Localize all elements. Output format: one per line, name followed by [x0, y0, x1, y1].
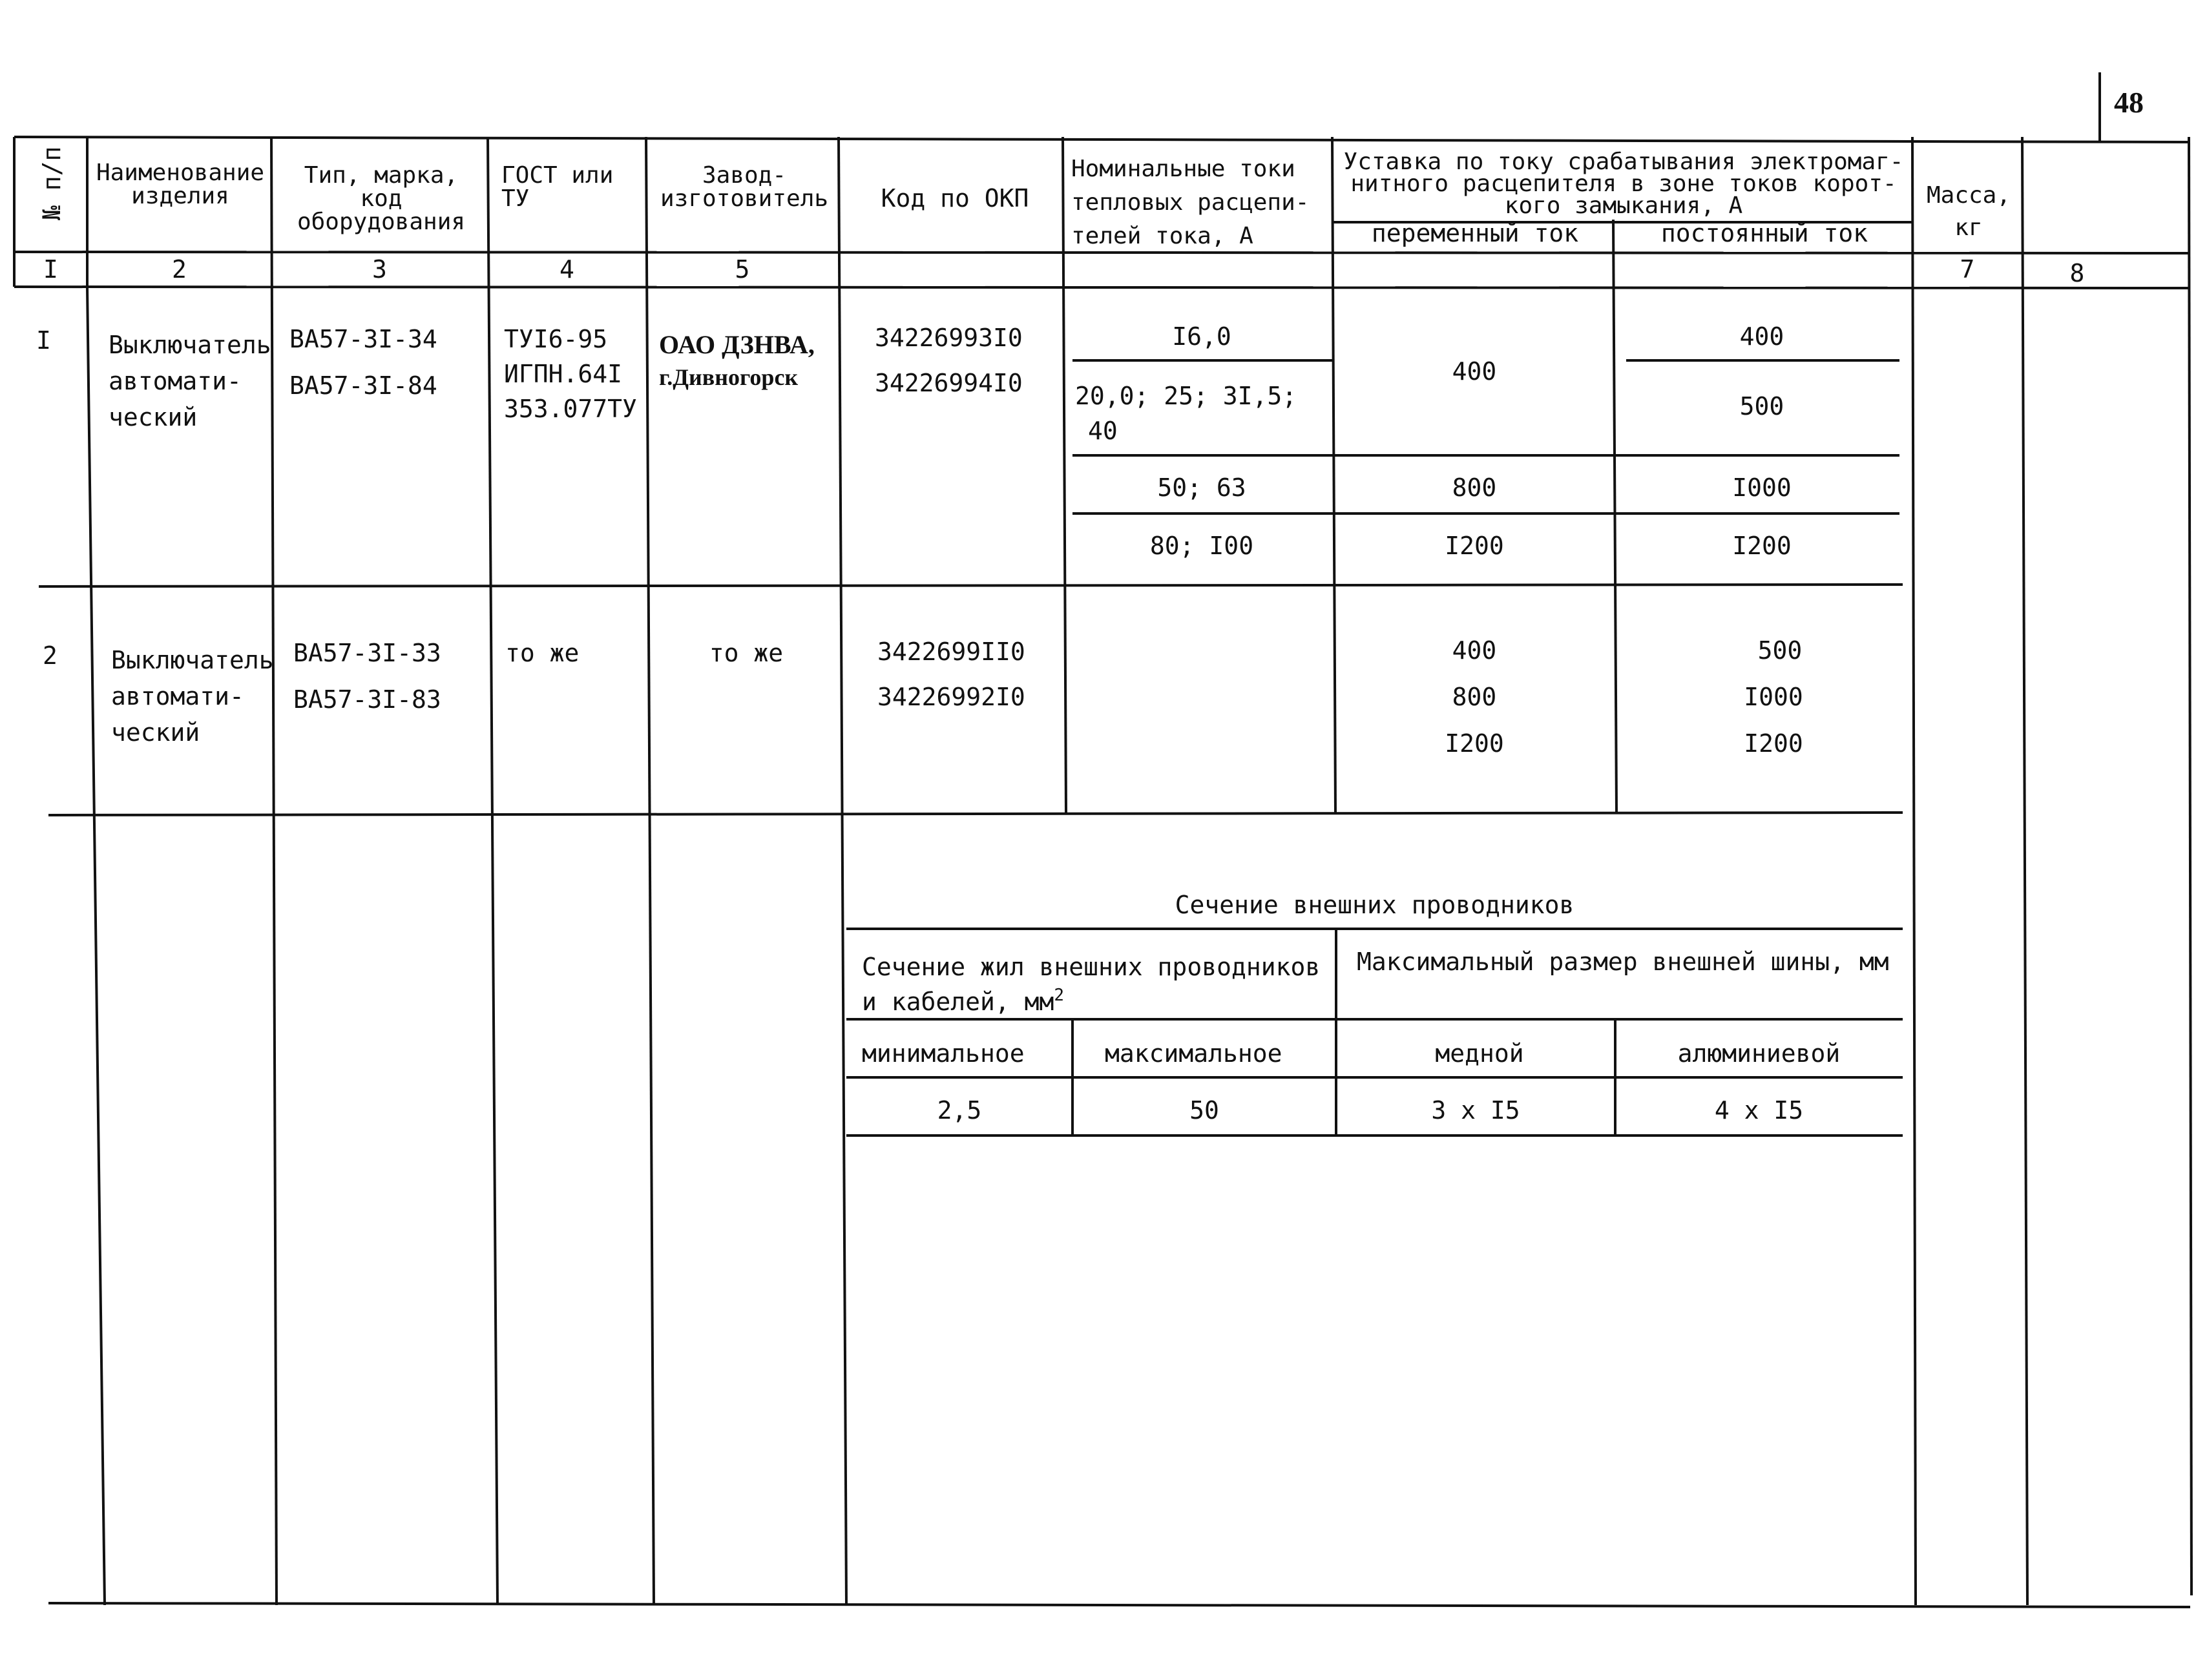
row1-dc-2: 500: [1739, 392, 1784, 420]
header-rated-currents: Номинальные токи тепловых расцепи-телей тока, А: [1071, 156, 1310, 249]
row1-okp-1: 34226993I0: [875, 324, 1023, 352]
row2-dc-1: 500: [1757, 636, 1803, 665]
row1-maker-2: г.Дивногорск: [659, 364, 799, 390]
subtable-max-value: 50: [1189, 1096, 1219, 1125]
row1-dc-4: I200: [1732, 532, 1792, 560]
subtable-min-value: 2,5: [937, 1096, 982, 1125]
row2-ac-2: 800: [1452, 683, 1497, 711]
row1-name: Выключатель автомати-ческий: [109, 331, 271, 431]
colnum-5: 5: [735, 255, 750, 284]
subtable-header-left: [862, 949, 1327, 1019]
row1-current-2: 20,0; 25; 3I,5;: [1075, 382, 1297, 410]
row1-gost-1: ТУI6-95: [504, 325, 608, 353]
row1-gost-2: ИГПН.64I: [504, 360, 623, 388]
row2-okp-1: 3422699II0: [877, 638, 1025, 666]
subtable-min-label: минимальное: [862, 1039, 1025, 1068]
row1-type-1: ВА57-3I-34: [289, 325, 437, 353]
header-mass: Масса, кг: [1926, 182, 2011, 241]
row1-current-1: I6,0: [1172, 322, 1231, 351]
row1-dc-3: I000: [1732, 473, 1792, 502]
colnum-4: 4: [560, 255, 574, 284]
row1-gost-3: 353.077ТУ: [504, 395, 637, 423]
header-product-name: Наименование изделия: [96, 160, 265, 209]
row2-number: 2: [43, 641, 58, 670]
header-manufacturer: Завод-изготовитель: [660, 162, 829, 212]
row2-name: Выключатель автомати-ческий: [111, 646, 274, 747]
header-number: № п/п: [37, 146, 66, 220]
colnum-3: 3: [372, 255, 387, 284]
colnum-2: 2: [172, 255, 187, 284]
colnum-8: 8: [2069, 259, 2085, 287]
subtable-aluminum-value: 4 х I5: [1714, 1096, 1804, 1125]
row1-current-4: 80; I00: [1149, 532, 1254, 560]
row1-okp-2: 34226994I0: [875, 369, 1023, 397]
row2-ac-3: I200: [1445, 729, 1504, 758]
row1-current-2b: 40: [1088, 417, 1118, 445]
header-setpoint: Уставка по току срабатывания электромаг-нитного расцепителя в зоне токов корот-кого замыкания, А: [1343, 149, 1904, 219]
row1-current-3: 50; 63: [1157, 473, 1246, 502]
subtable-copper-label: медной: [1435, 1039, 1524, 1068]
subtable-header-right: Максимальный размер внешней шины, мм: [1357, 948, 1889, 976]
row2-type-2: ВА57-3I-83: [293, 685, 441, 714]
header-ac: переменный ток: [1371, 219, 1579, 247]
row1-number: I: [36, 326, 51, 355]
row2-gost: то же: [505, 639, 580, 667]
row2-type-1: ВА57-3I-33: [293, 639, 441, 667]
row2-dc-2: I000: [1744, 683, 1803, 711]
row2-maker: то же: [709, 639, 784, 667]
header-okp: Код по ОКП: [881, 184, 1029, 213]
row1-maker-1: ОАО ДЗНВА,: [659, 330, 815, 359]
subtable-header-left-sup: 2: [1054, 986, 1065, 1005]
header-gost: ГОСТ или ТУ: [501, 162, 614, 212]
header-dc: постоянный ток: [1660, 219, 1868, 247]
subtable-copper-value: 3 х I5: [1431, 1096, 1520, 1125]
subtable-header-left-text: Сечение жил внешних проводников и кабелей, мм: [862, 953, 1321, 1016]
colnum-1: I: [43, 255, 58, 284]
subtable-aluminum-label: алюминиевой: [1677, 1039, 1841, 1068]
page-number: 48: [2114, 86, 2144, 119]
row1-dc-1: 400: [1739, 322, 1784, 351]
row1-ac-2: 800: [1452, 473, 1497, 502]
subtable-title: Сечение внешних проводников: [1175, 891, 1574, 919]
row2-okp-2: 34226992I0: [877, 683, 1025, 711]
header-type-code: Тип, марка, код оборудования: [297, 162, 466, 235]
row1-type-2: ВА57-3I-84: [289, 371, 437, 400]
row1-ac-1: 400: [1452, 357, 1497, 386]
row2-ac-1: 400: [1452, 636, 1497, 665]
colnum-7: 7: [1960, 255, 1975, 284]
row2-dc-3: I200: [1744, 729, 1803, 758]
subtable-max-label: максимальное: [1105, 1039, 1282, 1068]
row1-ac-3: I200: [1445, 532, 1504, 560]
